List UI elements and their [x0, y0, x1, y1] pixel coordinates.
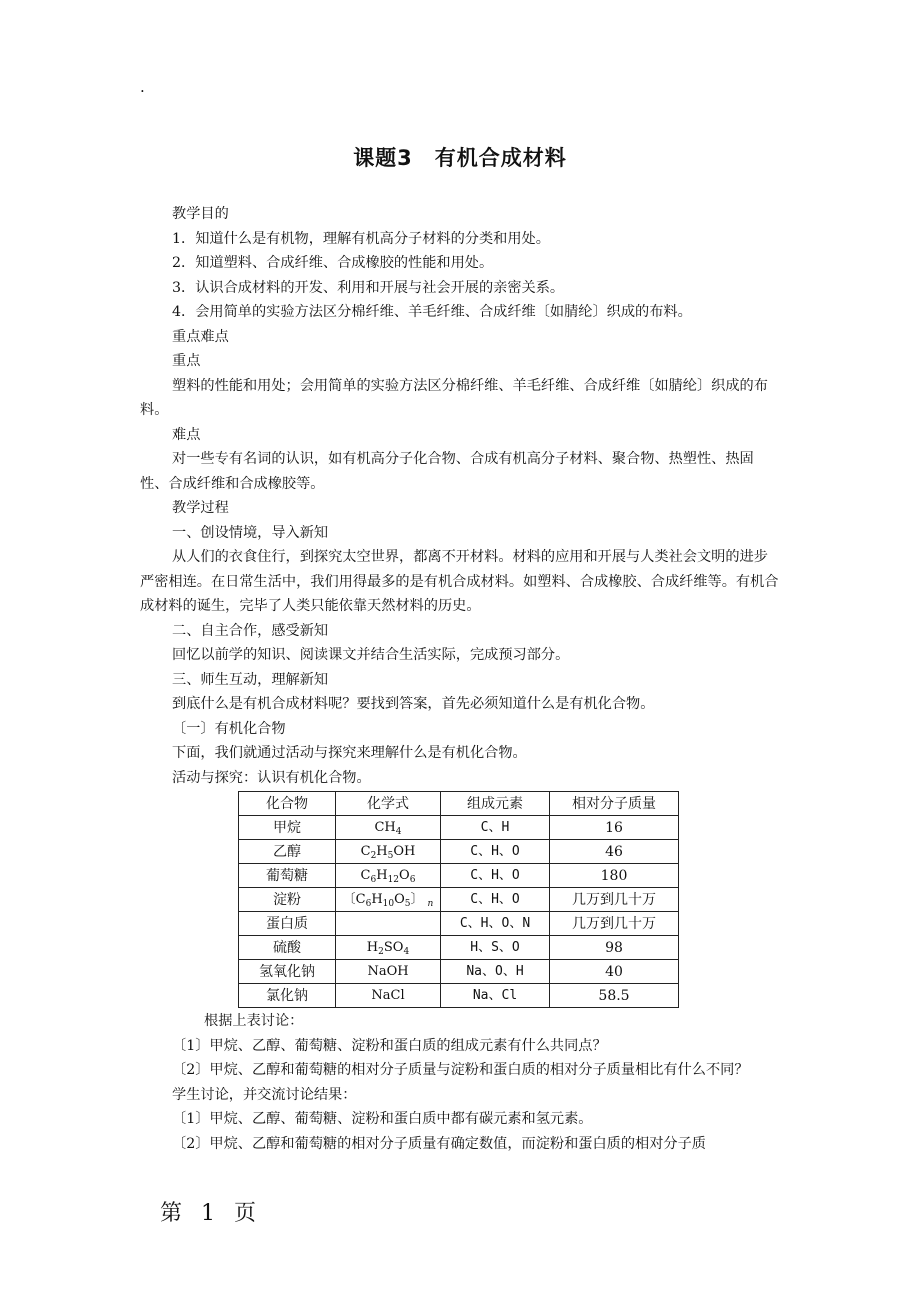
difficult-text: 对一些专有名词的认识，如有机高分子化合物、合成有机高分子材料、聚合物、热塑性、热固性、合成纤维和合成橡胶等。 — [140, 451, 754, 492]
table-row — [239, 984, 679, 1008]
chemical-formula: $C_2H_5OH$ — [336, 840, 441, 864]
table-row — [239, 840, 679, 864]
objective-item: 2．知道塑料、合成纤维、合成橡胶的性能和用处。 — [172, 255, 494, 271]
table-row — [239, 864, 679, 888]
chemical-formula: 〔$C_6H_{10}O_5$〕 $_n$ — [336, 888, 441, 912]
table-header: 化合物 — [239, 792, 336, 816]
table-row — [239, 960, 679, 984]
discussion-answer: 〔1〕甲烷、乙醇、葡萄糖、淀粉和蛋白质中都有碳元素和氢元素。 — [172, 1111, 593, 1127]
compound-name: 葡萄糖 — [239, 864, 336, 888]
discussion-intro: 根据上表讨论： — [204, 1013, 304, 1029]
table-header-row — [239, 792, 679, 816]
step2-heading: 二、自主合作，感受新知 — [172, 622, 329, 639]
key-text: 塑料的性能和用处；会用简单的实验方法区分棉纤维、羊毛纤维、合成纤维〔如腈纶〕织成的布料。 — [140, 377, 768, 418]
document-body — [140, 202, 782, 1156]
step1-heading: 一、创设情境，导入新知 — [172, 524, 329, 541]
elements: H、S、O — [441, 936, 550, 960]
discussion-question: 〔2〕甲烷、乙醇和葡萄糖的相对分子质量与淀粉和蛋白质的相对分子质量相比有什么不同？ — [172, 1062, 749, 1078]
step3-text: 到底什么是有机合成材料呢？要找到答案，首先必须知道什么是有机化合物。 — [172, 696, 655, 712]
objective-item: 1．知道什么是有机物，理解有机高分子材料的分类和用处。 — [172, 230, 550, 247]
chemical-formula: $H_2SO_4$ — [336, 936, 441, 960]
chemical-formula: NaCl — [336, 984, 441, 1008]
sub1-text: 下面，我们就通过活动与探究来理解什么是有机化合物。 — [172, 745, 527, 761]
molecular-mass: 58.5 — [550, 984, 679, 1008]
elements: C、H、O — [441, 888, 550, 912]
molecular-mass: 98 — [550, 936, 679, 960]
elements: Na、Cl — [441, 984, 550, 1008]
table-row — [239, 888, 679, 912]
discussion-question: 〔1〕甲烷、乙醇、葡萄糖、淀粉和蛋白质的组成元素有什么共同点？ — [172, 1037, 607, 1054]
molecular-mass: 几万到几十万 — [550, 912, 679, 936]
table-header: 组成元素 — [441, 792, 550, 816]
objectives-heading: 教学目的 — [172, 206, 229, 222]
objective-item: 4．会用简单的实验方法区分棉纤维、羊毛纤维、合成纤维〔如腈纶〕织成的布料。 — [172, 304, 692, 320]
table-row — [239, 816, 679, 840]
molecular-mass: 46 — [550, 840, 679, 864]
elements: C、H、O — [441, 840, 550, 864]
key-heading: 重点 — [172, 353, 201, 369]
discussion-answer: 〔2〕甲烷、乙醇和葡萄糖的相对分子质量有确定数值，而淀粉和蛋白质的相对分子质 — [172, 1135, 706, 1152]
compound-name: 乙醇 — [239, 840, 336, 864]
compound-name: 甲烷 — [239, 816, 336, 840]
elements: C、H、O — [441, 864, 550, 888]
compound-name: 蛋白质 — [239, 912, 336, 936]
activity-label: 活动与探究：认识有机化合物。 — [172, 769, 371, 786]
step3-heading: 三、师生互动，理解新知 — [172, 671, 329, 688]
table-header: 化学式 — [336, 792, 441, 816]
compound-name: 硫酸 — [239, 936, 336, 960]
table-header: 相对分子质量 — [550, 792, 679, 816]
chemical-formula: NaOH — [336, 960, 441, 984]
compound-name: 淀粉 — [239, 888, 336, 912]
page-number: 第 1 页 — [160, 1201, 262, 1226]
elements: C、H、O、N — [441, 912, 550, 936]
molecular-mass: 几万到几十万 — [550, 888, 679, 912]
elements: Na、O、H — [441, 960, 550, 984]
chemical-formula — [336, 912, 441, 936]
compound-name: 氢氧化钠 — [239, 960, 336, 984]
elements: C、H — [441, 816, 550, 840]
molecular-mass: 40 — [550, 960, 679, 984]
students-discussion: 学生讨论，并交流讨论结果： — [172, 1086, 357, 1103]
chemical-formula: $CH_4$ — [336, 816, 441, 840]
compound-table — [238, 791, 679, 1008]
page-title: 课题3 有机合成材料 — [353, 146, 567, 170]
step2-text: 回忆以前学的知识、阅读课文并结合生活实际，完成预习部分。 — [172, 647, 570, 663]
chemical-formula: $C_6H_{12}O_6$ — [336, 864, 441, 888]
compound-name: 氯化钠 — [239, 984, 336, 1008]
difficult-heading: 难点 — [172, 426, 201, 443]
table-row — [239, 936, 679, 960]
objective-item: 3．认识合成材料的开发、利用和开展与社会开展的亲密关系。 — [172, 279, 565, 296]
header-dot: . — [140, 78, 145, 96]
molecular-mass: 16 — [550, 816, 679, 840]
step1-text: 从人们的衣食住行，到探究太空世界，都离不开材料。材料的应用和开展与人类社会文明的进步严密相连。在日常生活中，我们用得最多的是有机合成材料。如塑料、合成橡胶、合成纤维等。有机合成材料的诞生，完毕了人类只能依靠天然材料的历史。 — [140, 549, 779, 614]
key-difficult-heading: 重点难点 — [172, 328, 229, 345]
sub1-heading: 〔一〕有机化合物 — [172, 720, 286, 737]
process-heading: 教学过程 — [172, 500, 229, 516]
table-row — [239, 912, 679, 936]
molecular-mass: 180 — [550, 864, 679, 888]
